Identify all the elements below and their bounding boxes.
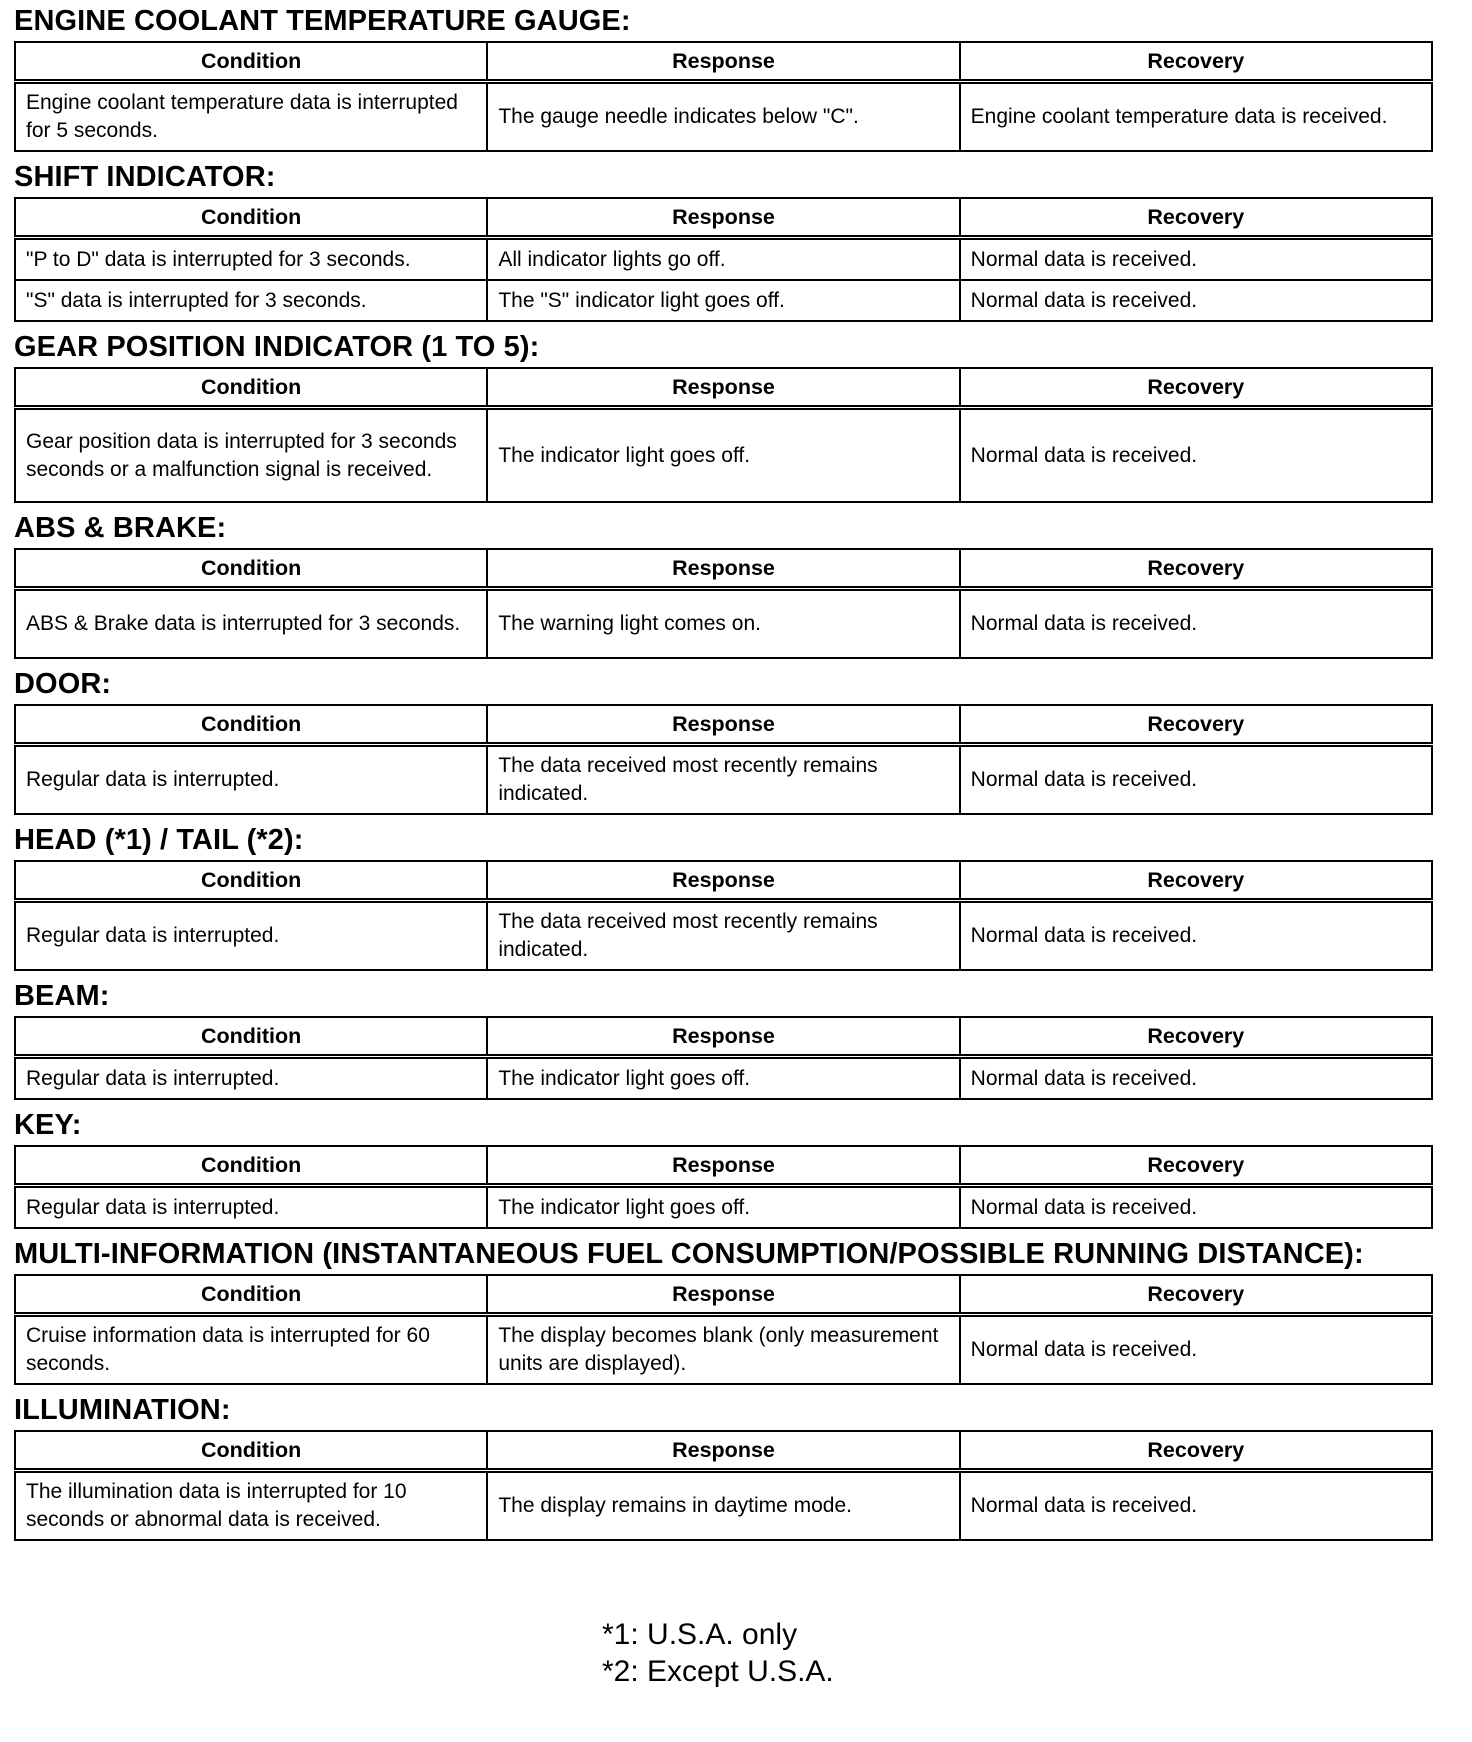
response-cell: The indicator light goes off. xyxy=(487,408,959,503)
recovery-cell: Normal data is received. xyxy=(960,589,1432,659)
column-header-condition: Condition xyxy=(15,368,487,408)
section xyxy=(14,659,1433,815)
section xyxy=(14,1100,1433,1229)
column-header-recovery: Recovery xyxy=(960,1146,1432,1186)
condition-cell: Regular data is interrupted. xyxy=(15,1057,487,1100)
table-row xyxy=(15,1471,1432,1541)
column-header-condition: Condition xyxy=(15,705,487,745)
column-header-recovery: Recovery xyxy=(960,368,1432,408)
column-header-recovery: Recovery xyxy=(960,42,1432,82)
recovery-cell: Normal data is received. xyxy=(960,1471,1432,1541)
column-header-response: Response xyxy=(487,1431,959,1471)
response-cell: The "S" indicator light goes off. xyxy=(487,280,959,321)
footnote-1: *1: U.S.A. only xyxy=(602,1618,798,1651)
spec-table xyxy=(14,548,1433,659)
header-row xyxy=(15,368,1432,408)
table-row xyxy=(15,1057,1432,1100)
table-row xyxy=(15,1315,1432,1385)
column-header-recovery: Recovery xyxy=(960,1017,1432,1057)
condition-cell: Cruise information data is interrupted for 60 seconds. xyxy=(15,1315,487,1385)
column-header-response: Response xyxy=(487,198,959,238)
document xyxy=(14,0,1433,1541)
header-row xyxy=(15,42,1432,82)
footnotes xyxy=(602,1616,834,1690)
recovery-cell: Normal data is received. xyxy=(960,901,1432,971)
section-title: GEAR POSITION INDICATOR (1 TO 5): xyxy=(14,331,540,363)
column-header-condition: Condition xyxy=(15,1146,487,1186)
column-header-response: Response xyxy=(487,42,959,82)
section-title: ILLUMINATION: xyxy=(14,1394,231,1426)
recovery-cell: Normal data is received. xyxy=(960,745,1432,815)
header-row xyxy=(15,1431,1432,1471)
section-title: HEAD (*1) / TAIL (*2): xyxy=(14,824,304,856)
spec-table xyxy=(14,1016,1433,1100)
column-header-recovery: Recovery xyxy=(960,1431,1432,1471)
table-row xyxy=(15,238,1432,281)
recovery-cell: Engine coolant temperature data is received. xyxy=(960,82,1432,152)
column-header-condition: Condition xyxy=(15,1431,487,1471)
condition-cell: Regular data is interrupted. xyxy=(15,745,487,815)
table-row xyxy=(15,1186,1432,1229)
section xyxy=(14,971,1433,1100)
spec-table xyxy=(14,704,1433,815)
section-title: DOOR: xyxy=(14,668,112,700)
condition-cell: "P to D" data is interrupted for 3 seconds. xyxy=(15,238,487,281)
column-header-condition: Condition xyxy=(15,1017,487,1057)
column-header-response: Response xyxy=(487,861,959,901)
section-title: SHIFT INDICATOR: xyxy=(14,161,276,193)
condition-cell: Regular data is interrupted. xyxy=(15,901,487,971)
header-row xyxy=(15,861,1432,901)
table-row xyxy=(15,589,1432,659)
condition-cell: ABS & Brake data is interrupted for 3 seconds. xyxy=(15,589,487,659)
column-header-response: Response xyxy=(487,1017,959,1057)
header-row xyxy=(15,1017,1432,1057)
condition-cell: Engine coolant temperature data is interrupted for 5 seconds. xyxy=(15,82,487,152)
section xyxy=(14,815,1433,971)
header-row xyxy=(15,1146,1432,1186)
recovery-cell: Normal data is received. xyxy=(960,1186,1432,1229)
header-row xyxy=(15,705,1432,745)
column-header-recovery: Recovery xyxy=(960,198,1432,238)
condition-cell: Regular data is interrupted. xyxy=(15,1186,487,1229)
column-header-recovery: Recovery xyxy=(960,861,1432,901)
section-title: ENGINE COOLANT TEMPERATURE GAUGE: xyxy=(14,5,631,37)
condition-cell: The illumination data is interrupted for 10 seconds or abnormal data is received. xyxy=(15,1471,487,1541)
column-header-condition: Condition xyxy=(15,198,487,238)
condition-cell: Gear position data is interrupted for 3 seconds seconds or a malfunction signal is received. xyxy=(15,408,487,503)
section-title: BEAM: xyxy=(14,980,110,1012)
column-header-recovery: Recovery xyxy=(960,549,1432,589)
column-header-condition: Condition xyxy=(15,861,487,901)
response-cell: The gauge needle indicates below "C". xyxy=(487,82,959,152)
header-row xyxy=(15,1275,1432,1315)
response-cell: The indicator light goes off. xyxy=(487,1057,959,1100)
spec-table xyxy=(14,860,1433,971)
column-header-response: Response xyxy=(487,705,959,745)
recovery-cell: Normal data is received. xyxy=(960,1057,1432,1100)
spec-table xyxy=(14,367,1433,503)
recovery-cell: Normal data is received. xyxy=(960,238,1432,281)
response-cell: The warning light comes on. xyxy=(487,589,959,659)
response-cell: All indicator lights go off. xyxy=(487,238,959,281)
response-cell: The indicator light goes off. xyxy=(487,1186,959,1229)
column-header-condition: Condition xyxy=(15,549,487,589)
section xyxy=(14,0,1433,152)
section-title: MULTI-INFORMATION (INSTANTANEOUS FUEL CONSUMPTION/POSSIBLE RUNNING DISTANCE): xyxy=(14,1238,1364,1270)
spec-table xyxy=(14,1430,1433,1541)
section-title: KEY: xyxy=(14,1109,82,1141)
column-header-recovery: Recovery xyxy=(960,705,1432,745)
column-header-response: Response xyxy=(487,1146,959,1186)
table-row xyxy=(15,408,1432,503)
column-header-response: Response xyxy=(487,549,959,589)
footnote-2: *2: Except U.S.A. xyxy=(602,1655,834,1688)
spec-table xyxy=(14,197,1433,322)
table-row xyxy=(15,901,1432,971)
section-title: ABS & BRAKE: xyxy=(14,512,227,544)
column-header-condition: Condition xyxy=(15,42,487,82)
condition-cell: "S" data is interrupted for 3 seconds. xyxy=(15,280,487,321)
spec-table xyxy=(14,41,1433,152)
recovery-cell: Normal data is received. xyxy=(960,408,1432,503)
spec-table xyxy=(14,1145,1433,1229)
table-row xyxy=(15,82,1432,152)
response-cell: The display becomes blank (only measurement units are displayed). xyxy=(487,1315,959,1385)
section xyxy=(14,1385,1433,1541)
column-header-response: Response xyxy=(487,368,959,408)
recovery-cell: Normal data is received. xyxy=(960,1315,1432,1385)
section xyxy=(14,152,1433,322)
column-header-recovery: Recovery xyxy=(960,1275,1432,1315)
table-row xyxy=(15,280,1432,321)
response-cell: The data received most recently remains indicated. xyxy=(487,901,959,971)
column-header-response: Response xyxy=(487,1275,959,1315)
section xyxy=(14,322,1433,503)
spec-table xyxy=(14,1274,1433,1385)
header-row xyxy=(15,198,1432,238)
response-cell: The display remains in daytime mode. xyxy=(487,1471,959,1541)
section xyxy=(14,503,1433,659)
table-row xyxy=(15,745,1432,815)
recovery-cell: Normal data is received. xyxy=(960,280,1432,321)
response-cell: The data received most recently remains indicated. xyxy=(487,745,959,815)
section xyxy=(14,1229,1433,1385)
column-header-condition: Condition xyxy=(15,1275,487,1315)
header-row xyxy=(15,549,1432,589)
